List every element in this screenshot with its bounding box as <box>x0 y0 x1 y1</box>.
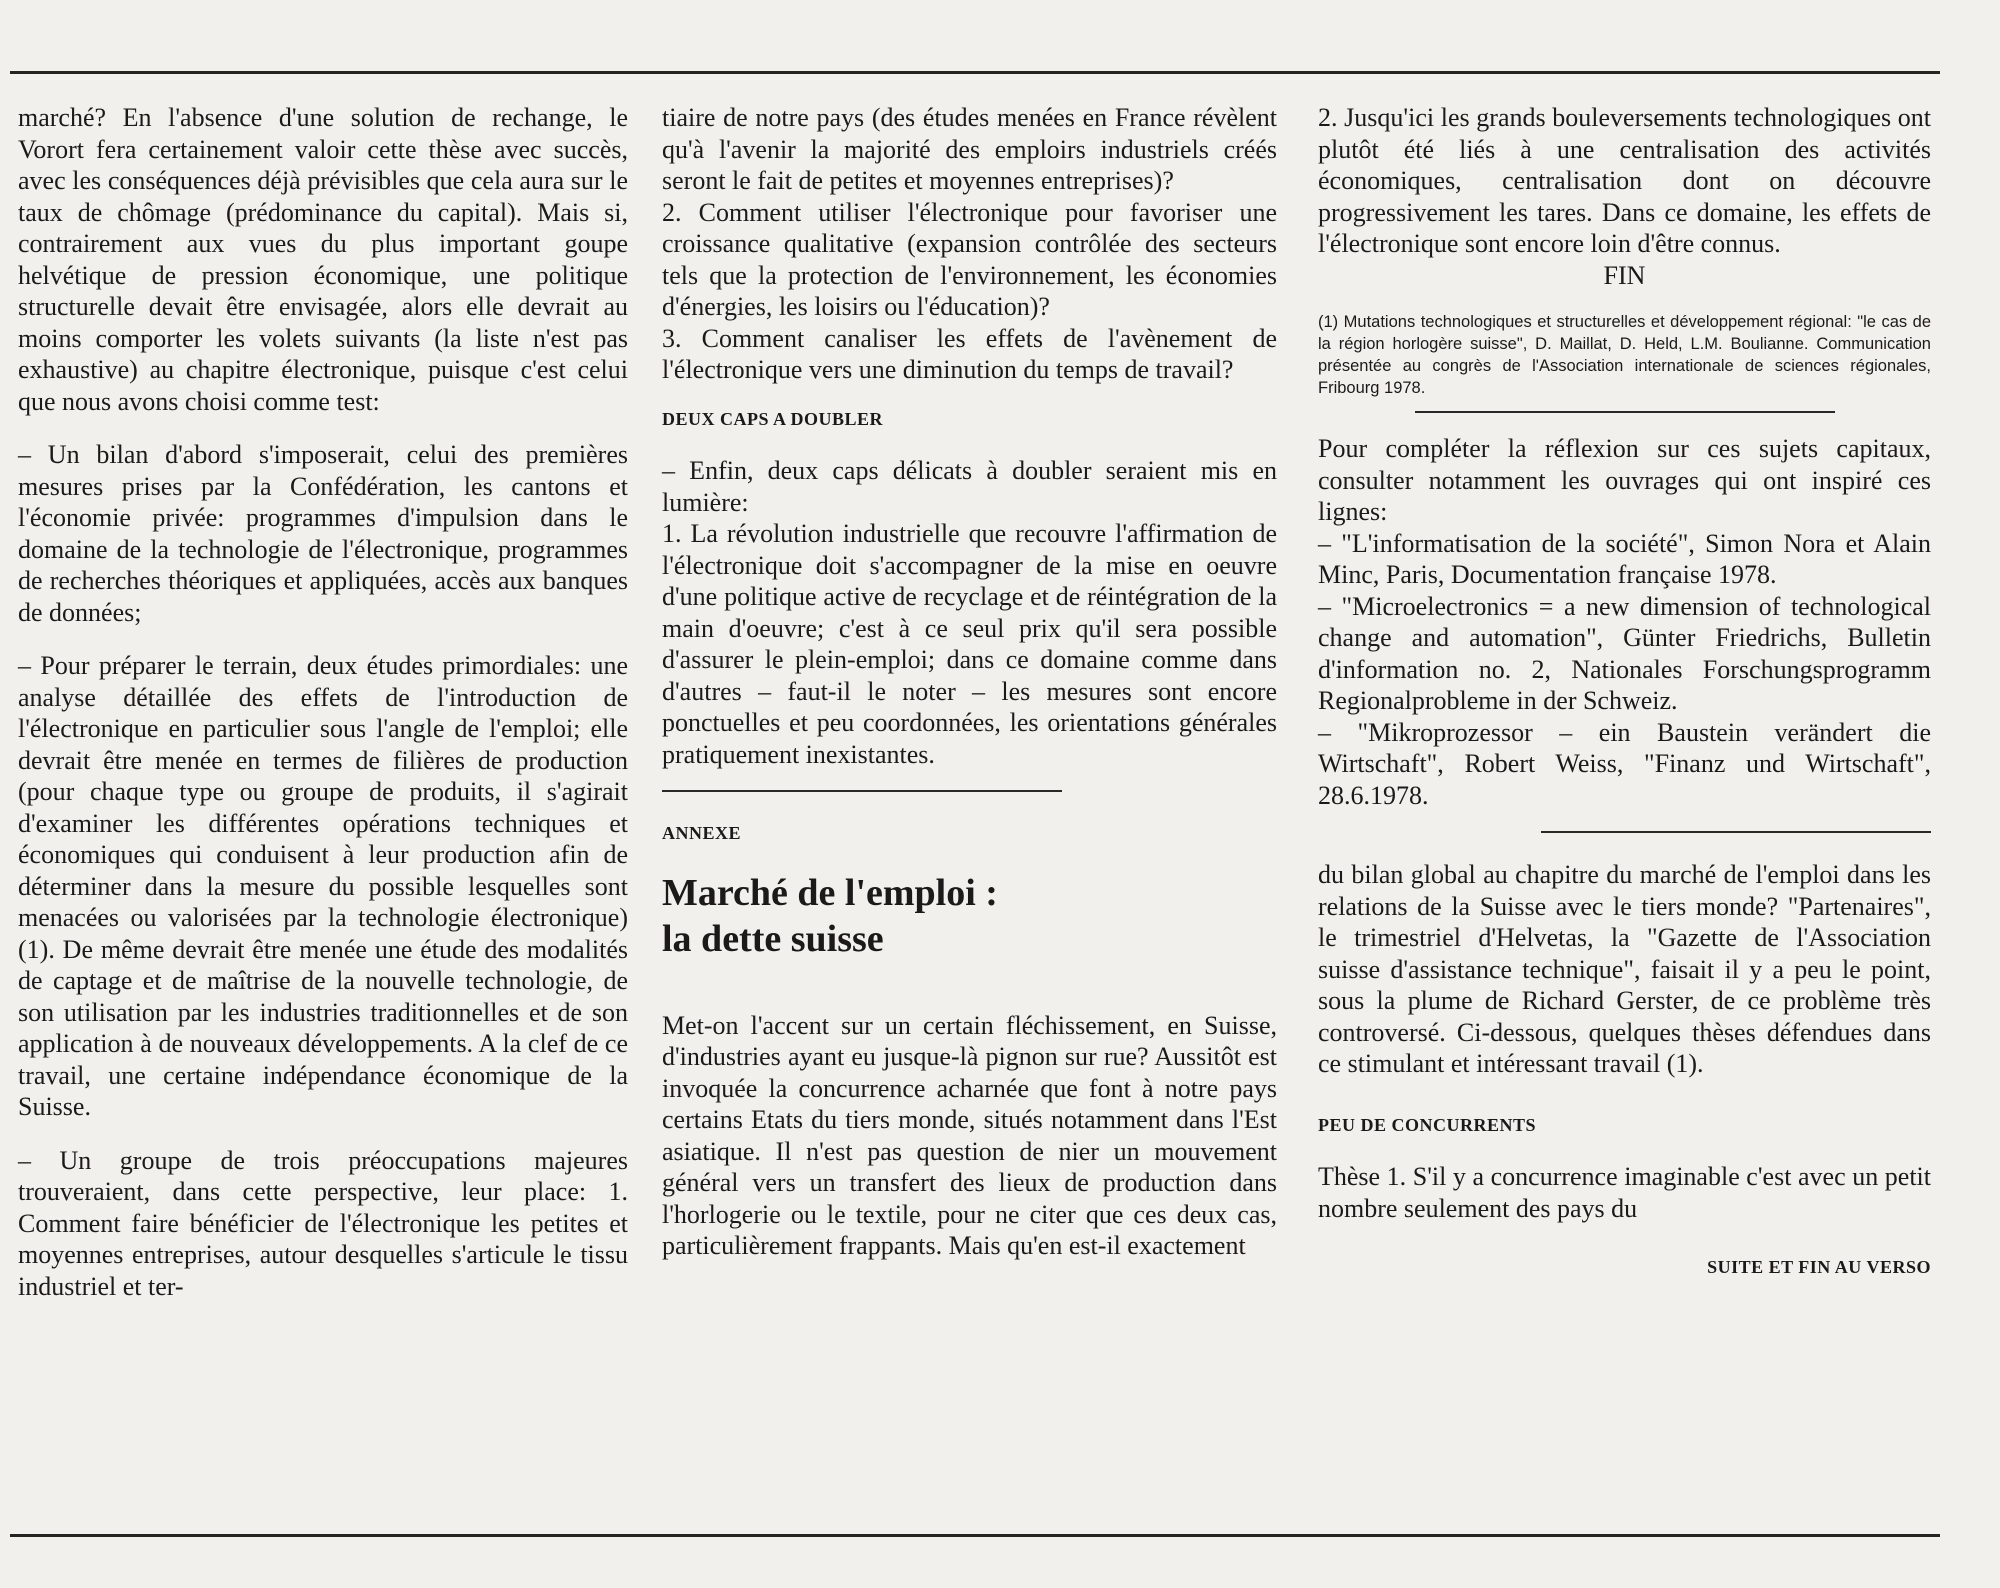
bottom-rule <box>10 1534 1940 1537</box>
references-divider <box>1541 831 1931 833</box>
col1-paragraph-2: – Un bilan d'abord s'imposerait, celui des premières mesures prises par la Confédération, les cantons et l'économie privée: programmes d'impulsion dans le domaine de la technologie de l'électronique, programmes de recherches théoriques et appliquées, accès aux banques de données; <box>18 440 628 627</box>
column-2 <box>662 102 1277 1262</box>
fin-marker: FIN <box>1603 260 1646 290</box>
footnote-divider <box>1415 411 1835 413</box>
col1-paragraph-3: – Pour préparer le terrain, deux études primordiales: une analyse détaillée des effets de l'introduction de l'électronique en particulier sous l'angle de l'emploi; elle devrait être menée en termes de filières de production (pour chaque type ou groupe de produits, il s'agirait d'examiner les différentes opérations techniques et économiques qui conduisent à leur production afin de déterminer dans la mesure du possible lesquelles sont menacées ou valorisées par la technologie électronique) (1). De même devrait être menée une étude des modalités de captage et de maîtrise de la nouvelle technologie, de son utilisation par les industries traditionnelles et de son application à de nouveaux développements. A la clef de ce travail, une certaine indépendance économique de la Suisse. <box>18 651 628 1121</box>
section-heading-peu-de-concurrents: PEU DE CONCURRENTS <box>1318 1114 1537 1135</box>
section-heading-deux-caps: DEUX CAPS A DOUBLER <box>662 408 884 429</box>
col2-paragraph-1: tiaire de notre pays (des études menées en France révèlent qu'à l'avenir la majorité des emploirs industriels créés seront le fait de petites et moyennes entreprises)? <box>662 103 1277 195</box>
col2-paragraph-2: 2. Comment utiliser l'électronique pour favoriser une croissance qualitative (expansion contrôlée des secteurs tels que la protection de l'environnement, les économies d'énergies, les loisirs ou l'éducation)? <box>662 197 1277 321</box>
section-divider <box>662 790 1062 792</box>
col2-paragraph-3: 3. Comment canaliser les effets de l'avènement de l'électronique vers une diminution du temps de travail? <box>662 323 1277 384</box>
col2-paragraph-6: Met-on l'accent sur un certain fléchissement, en Suisse, d'industries ayant eu jusque-là pignon sur rue? Aussitôt est invoquée la concurrence acharnée que font à notre pays certains Etats du tiers monde, situés notamment dans l'Est asiatique. Il n'est pas question de nier un mouvement général vers un transfert des lieux de production dans l'horlogerie ou le textile, pour ne citer que ces deux cas, particulièrement frappants. Mais qu'en est-il exactement <box>662 1010 1277 1260</box>
col3-paragraph-1: 2. Jusqu'ici les grands bouleversements technologiques ont plutôt été liés à une centralisation des activités économiques, centralisation dont on découvre progressivement les tares. Dans ce domaine, les effets de l'électronique sont encore loin d'être connus. <box>1318 103 1931 258</box>
col2-paragraph-4: – Enfin, deux caps délicats à doubler seraient mis en lumière: <box>662 456 1277 517</box>
col1-paragraph-1: marché? En l'absence d'une solution de rechange, le Vorort fera certainement valoir cette thèse avec succès, avec les conséquences déjà prévisibles que cela aura sur le taux de chômage (prédominance du capital). Mais si, contrairement aux vues du plus important goupe helvétique de pression économique, une politique structurelle devait être envisagée, alors elle devrait au moins comporter les volets suivants (la liste n'est pas exhaustive) au chapitre électronique, puisque c'est celui que nous avons choisi comme test: <box>18 103 628 416</box>
col3-paragraph-2: Pour compléter la réflexion sur ces sujets capitaux, consulter notamment les ouvrages qui ont inspiré ces lignes: <box>1318 434 1931 526</box>
column-3 <box>1318 102 1931 1284</box>
col2-paragraph-5: 1. La révolution industrielle que recouvre l'affirmation de l'électronique doit s'accompagner de la mise en oeuvre d'une politique active de recyclage et de réintégration de la main d'oeuvre; c'est à ce seul prix qu'il sera possible d'assurer le plein-emploi; dans ce domaine comme dans d'autres – faut-il le noter – les mesures sont encore ponctuelles et peu coordonnées, les orientations générales pratiquement inexistantes. <box>662 519 1277 769</box>
article-title-line-1: Marché de l'emploi : <box>662 871 998 914</box>
reference-3: – "Mikroprozessor – ein Baustein verändert die Wirtschaft", Robert Weiss, "Finanz und Wirtschaft", 28.6.1978. <box>1318 717 1931 810</box>
column-1 <box>18 102 628 1302</box>
continued-notice: SUITE ET FIN AU VERSO <box>1707 1257 1931 1277</box>
reference-2: – "Microelectronics = a new dimension of technological change and automation", Günter Friedrichs, Bulletin d'information no. 2, Nationales Forschungsprogramm Regionalprobleme in der Schweiz. <box>1318 591 1931 715</box>
annexe-label: ANNEXE <box>662 823 742 843</box>
article-title <box>662 870 1277 962</box>
footnote: (1) Mutations technologiques et structurelles et développement régional: "le cas de la région horlogère suisse", D. Maillat, D. Held, L.M. Boulianne. Communication présentée au congrès de l'Association internationale de sciences régionales, Fribourg 1978. <box>1318 313 1931 397</box>
col1-paragraph-4: – Un groupe de trois préoccupations majeures trouveraient, dans cette perspective, leur place: 1. Comment faire bénéficier de l'électronique les petites et moyennes entreprises, autour desquelles s'articule le tissu industriel et ter- <box>18 1145 628 1301</box>
col3-paragraph-3: du bilan global au chapitre du marché de l'emploi dans les relations de la Suisse avec le tiers monde? "Partenaires", le trimestriel d'Helvetas, la "Gazette de l'Association suisse d'assistance technique", faisait il y a peu le point, sous la plume de Richard Gerster, de ce problème très controversé. Ci-dessous, quelques thèses défendues dans ce stimulant et intéressant travail (1). <box>1318 860 1931 1078</box>
reference-1: – "L'informatisation de la société", Simon Nora et Alain Minc, Paris, Documentation française 1978. <box>1318 528 1931 589</box>
article-title-line-2: la dette suisse <box>662 917 884 960</box>
top-rule <box>10 71 1940 74</box>
col3-paragraph-4: Thèse 1. S'il y a concurrence imaginable c'est avec un petit nombre seulement des pays du <box>1318 1162 1931 1223</box>
